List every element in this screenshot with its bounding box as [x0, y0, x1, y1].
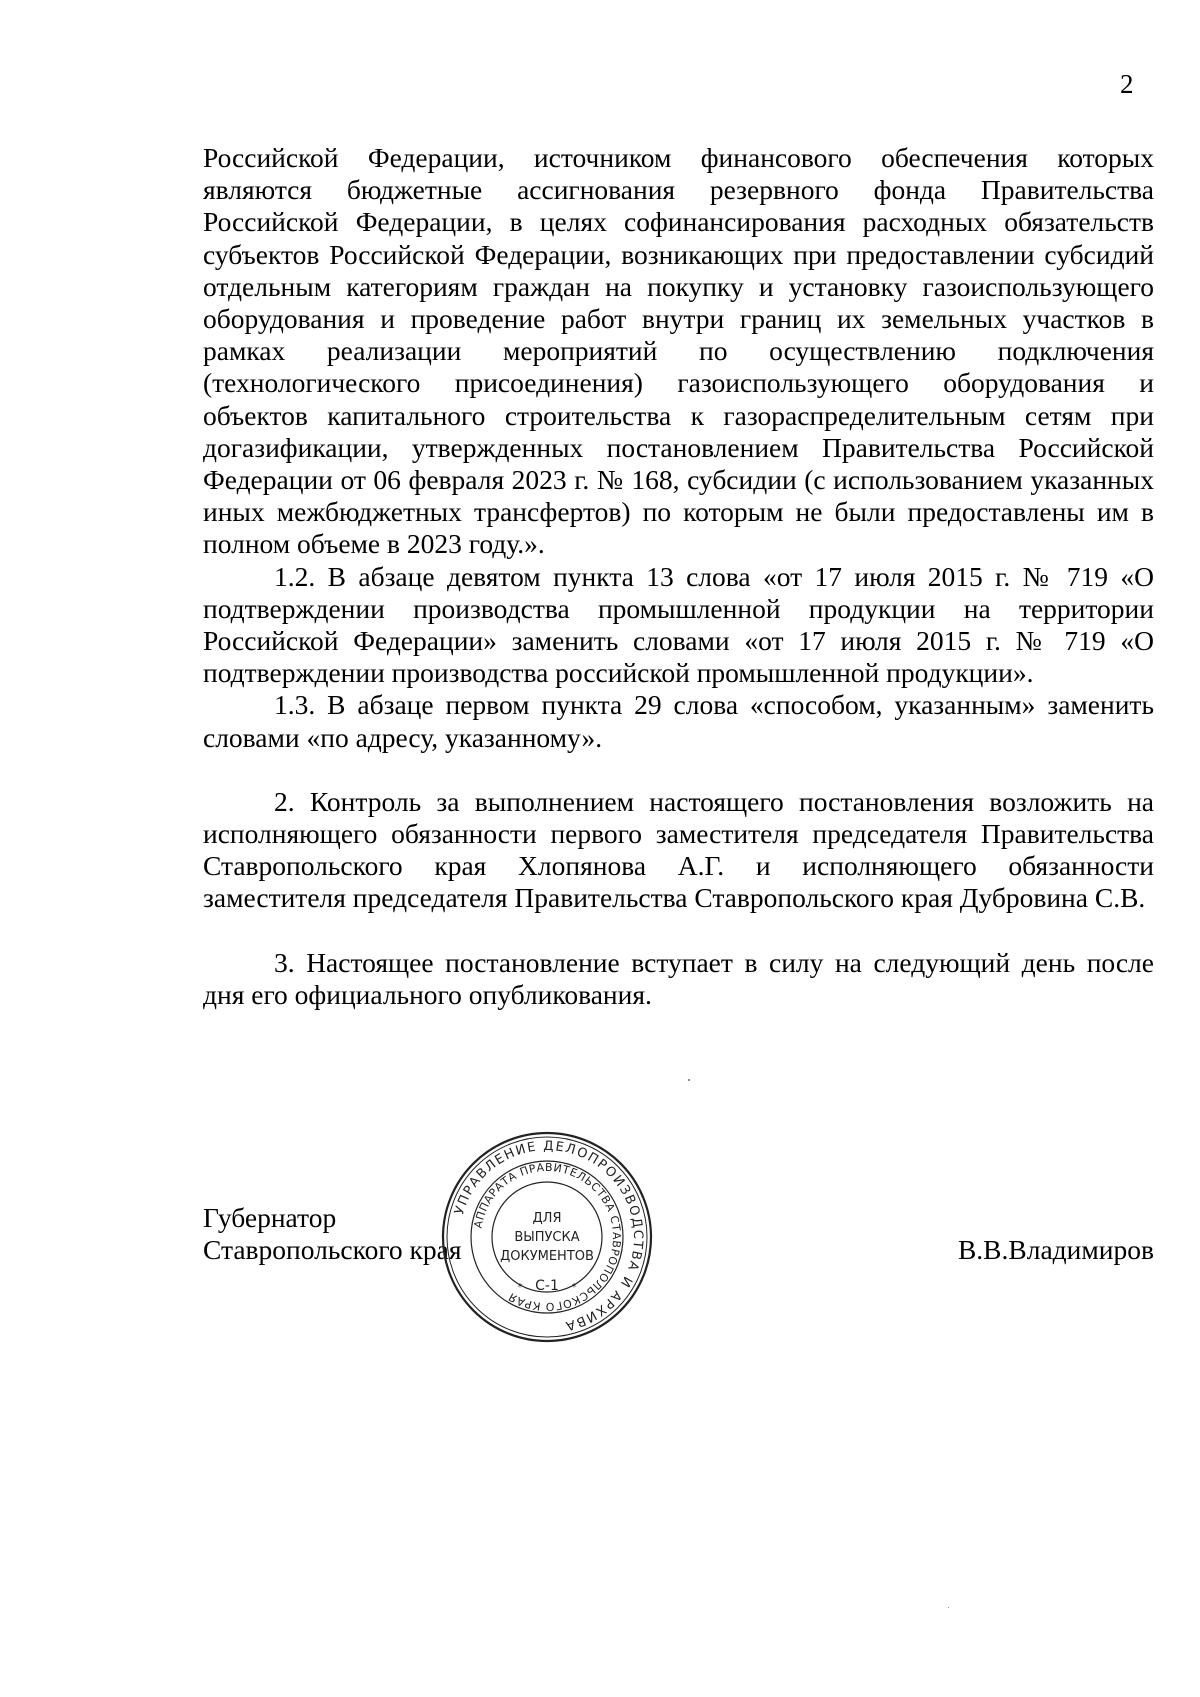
stamp-center-line2: ВЫПУСКА	[514, 1230, 580, 1245]
stamp-center-line3: ДОКУМЕНТОВ	[500, 1249, 594, 1264]
scan-speck	[948, 1607, 949, 1608]
stamp-code: С-1	[535, 1278, 559, 1294]
stamp-star-left-icon: *	[517, 1282, 523, 1293]
stamp-center-line1: ДЛЯ	[532, 1211, 562, 1226]
paragraph-2: 2. Контроль за выполнением настоящего постановления возложить на исполняющего обязанности первого заместителя председателя Правительства Ставропольского края Хлопянова А.Г. и исполняющего обязанности заместителя председателя Правительства Ставропольского края Дубровина С.В.	[203, 785, 1154, 914]
stamp-inner-ring-text: АППАРАТА ПРАВИТЕЛЬСТВА СТАВРОПОЛЬСКОГО КРАЯ	[471, 1160, 624, 1314]
stamp-star-right-icon: *	[571, 1282, 577, 1293]
paragraph-1-2: 1.2. В абзаце девятом пункта 13 слова «от 17 июля 2015 г. № 719 «О подтверждении производства промышленной продукции на территории Российской Федерации» заменить словами «от 17 июля 2015 г. № 719 «О подтверждении производства российской промышленной продукции».	[203, 560, 1154, 689]
stamp-outer-ring-text: УПРАВЛЕНИЕ ДЕЛОПРОИЗВОДСТВА И АРХИВА	[452, 1138, 646, 1334]
paragraph-continuation: Российской Федерации, источником финансового обеспечения которых являются бюджетные ассигнования резервного фонда Правительства Российской Федерации, в целях софинансирования расходных обязательств субъектов Российской Федерации, возникающих при предоставлении субсидий отдельным категориям граждан на покупку и установку газоиспользующего оборудования и проведение работ внутри границ их земельных участков в рамках реализации мероприятий по осуществлению подключения (технологического присоединения) газоиспользующего оборудования и объектов капитального строительства к газораспределительным сетям при догазификации, утвержденных постановлением Правительства Российской Федерации от 06 февраля 2023 г. № 168, субсидии (с использованием указанных иных межбюджетных трансфертов) по которым не были предоставлены им в полном объеме в 2023 году.».	[203, 142, 1154, 560]
signatory-title-line2: Ставропольского края	[203, 1234, 462, 1265]
paragraph-1-3: 1.3. В абзаце первом пункта 29 слова «способом, указанным» заменить словами «по адресу, указанному».	[203, 689, 1154, 753]
signature-block	[203, 1194, 1154, 1274]
stamp-graphic	[440, 1130, 654, 1344]
scan-speck	[688, 1079, 690, 1081]
signatory-title-line1: Губернатор	[203, 1202, 337, 1233]
page-number: 2	[1120, 69, 1134, 99]
paragraph-3: 3. Настоящее постановление вступает в силу на следующий день после дня его официального опубликования.	[203, 946, 1154, 1010]
signatory-name: В.В.Владимиров	[957, 1234, 1154, 1265]
signatory-title	[203, 1202, 462, 1266]
document-body	[203, 142, 1154, 1011]
official-stamp	[440, 1130, 654, 1344]
